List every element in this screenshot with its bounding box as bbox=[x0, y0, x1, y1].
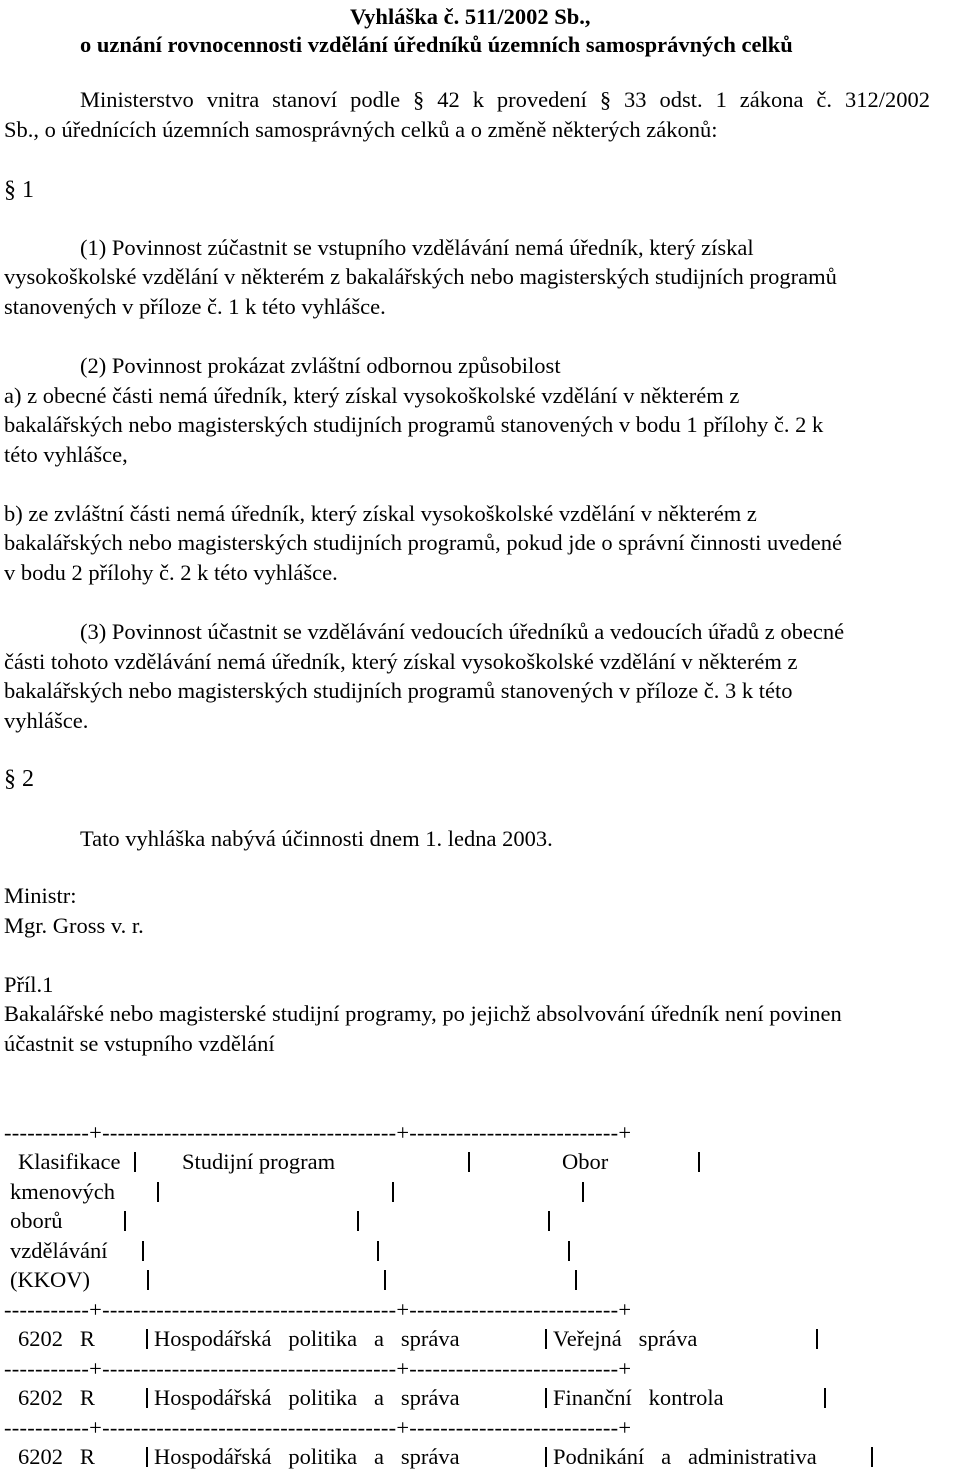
row-code: 6202 R bbox=[18, 1385, 95, 1410]
table-separator: -----------+--------------------------------------+---------------------------+ bbox=[4, 1297, 632, 1322]
table-bar bbox=[147, 1270, 149, 1290]
annex-title-line-1: Bakalářské nebo magisterské studijní programy, po jejichž absolvování úředník není povinen bbox=[4, 1001, 842, 1026]
signature-role: Ministr: bbox=[4, 883, 77, 908]
table-bar bbox=[545, 1447, 547, 1467]
table-bar bbox=[871, 1447, 873, 1467]
table-bar bbox=[146, 1388, 148, 1408]
header-col1-line-5: (KKOV) bbox=[10, 1267, 90, 1292]
row-field: Veřejná správa bbox=[553, 1326, 698, 1351]
table-bar bbox=[357, 1211, 359, 1231]
table-separator: -----------+--------------------------------------+---------------------------+ bbox=[4, 1415, 632, 1440]
table-bar bbox=[582, 1182, 584, 1202]
s1-p3-line-3: bakalářských nebo magisterských studijních programů stanovených v příloze č. 3 k této bbox=[4, 678, 793, 703]
s1-p2-line-4: této vyhlášce, bbox=[4, 442, 128, 467]
table-separator: -----------+--------------------------------------+---------------------------+ bbox=[4, 1120, 632, 1145]
table-bar bbox=[146, 1447, 148, 1467]
table-bar bbox=[468, 1152, 470, 1172]
table-bar bbox=[575, 1270, 577, 1290]
s1-p3-line-1: (3) Povinnost účastnit se vzdělávání vedoucích úředníků a vedoucích úřadů z obecné bbox=[80, 619, 845, 644]
annex-label: Příl.1 bbox=[4, 972, 54, 997]
s1-p2-line-2: a) z obecné části nemá úředník, který získal vysokoškolské vzdělání v některém z bbox=[4, 383, 740, 408]
table-bar bbox=[545, 1388, 547, 1408]
table-bar bbox=[146, 1329, 148, 1349]
table-bar bbox=[134, 1152, 136, 1172]
row-code: 6202 R bbox=[18, 1326, 95, 1351]
intro-line-2: Sb., o úřednících územních samosprávných celků a o změně některých zákonů: bbox=[4, 117, 718, 142]
table-bar bbox=[816, 1329, 818, 1349]
table-bar bbox=[124, 1211, 126, 1231]
s1-p1-line-2: vysokoškolské vzdělání v některém z bakalářských nebo magisterských studijních programů bbox=[4, 264, 837, 289]
s1-p2-line-1: (2) Povinnost prokázat zvláštní odbornou způsobilost bbox=[80, 353, 561, 378]
document-title: Vyhláška č. 511/2002 Sb., bbox=[350, 4, 591, 29]
table-separator: -----------+--------------------------------------+---------------------------+ bbox=[4, 1356, 632, 1381]
table-bar bbox=[142, 1241, 144, 1261]
header-col1-line-4: vzdělávání bbox=[10, 1238, 108, 1263]
header-col1-line-2: kmenových bbox=[10, 1179, 115, 1204]
intro-line-1: Ministerstvo vnitra stanoví podle § 42 k provedení § 33 odst. 1 zákona č. 312/2002 bbox=[80, 87, 930, 112]
s2-text: Tato vyhláška nabývá účinnosti dnem 1. ledna 2003. bbox=[80, 826, 553, 851]
header-col1-line-3: oborů bbox=[10, 1208, 63, 1233]
s1-p1-line-3: stanovených v příloze č. 1 k této vyhlášce. bbox=[4, 294, 386, 319]
row-program: Hospodářská politika a správa bbox=[154, 1444, 460, 1469]
header-col3: Obor bbox=[562, 1149, 609, 1174]
section-2-heading: § 2 bbox=[4, 766, 34, 792]
table-bar bbox=[392, 1182, 394, 1202]
row-field: Podnikání a administrativa bbox=[553, 1444, 817, 1469]
signature-name: Mgr. Gross v. r. bbox=[4, 913, 144, 938]
table-bar bbox=[824, 1388, 826, 1408]
table-bar bbox=[377, 1241, 379, 1261]
s1-p1-line-1: (1) Povinnost zúčastnit se vstupního vzdělávání nemá úředník, který získal bbox=[80, 235, 754, 260]
table-bar bbox=[698, 1152, 700, 1172]
table-bar bbox=[548, 1211, 550, 1231]
section-1-heading: § 1 bbox=[4, 177, 34, 203]
s1-p3-line-4: vyhlášce. bbox=[4, 708, 89, 733]
s1-p2b-line-3: v bodu 2 přílohy č. 2 k této vyhlášce. bbox=[4, 560, 338, 585]
header-col1-line-1: Klasifikace bbox=[18, 1149, 121, 1174]
row-code: 6202 R bbox=[18, 1444, 95, 1469]
table-bar bbox=[568, 1241, 570, 1261]
s1-p2b-line-2: bakalářských nebo magisterských studijních programů, pokud jde o správní činnosti uvedené bbox=[4, 530, 842, 555]
s1-p2-line-3: bakalářských nebo magisterských studijních programů stanovených v bodu 1 přílohy č. 2 k bbox=[4, 412, 824, 437]
s1-p3-line-2: části tohoto vzdělávání nemá úředník, který získal vysokoškolské vzdělání v některém z bbox=[4, 649, 798, 674]
row-program: Hospodářská politika a správa bbox=[154, 1326, 460, 1351]
header-col2: Studijní program bbox=[182, 1149, 336, 1174]
row-field: Finanční kontrola bbox=[553, 1385, 724, 1410]
annex-title-line-2: účastnit se vstupního vzdělání bbox=[4, 1031, 275, 1056]
s1-p2b-line-1: b) ze zvláštní části nemá úředník, který získal vysokoškolské vzdělání v některém z bbox=[4, 501, 757, 526]
table-bar bbox=[545, 1329, 547, 1349]
row-program: Hospodářská politika a správa bbox=[154, 1385, 460, 1410]
document-subtitle: o uznání rovnocennosti vzdělání úředníků územních samosprávných celků bbox=[80, 32, 793, 57]
table-bar bbox=[157, 1182, 159, 1202]
table-bar bbox=[384, 1270, 386, 1290]
